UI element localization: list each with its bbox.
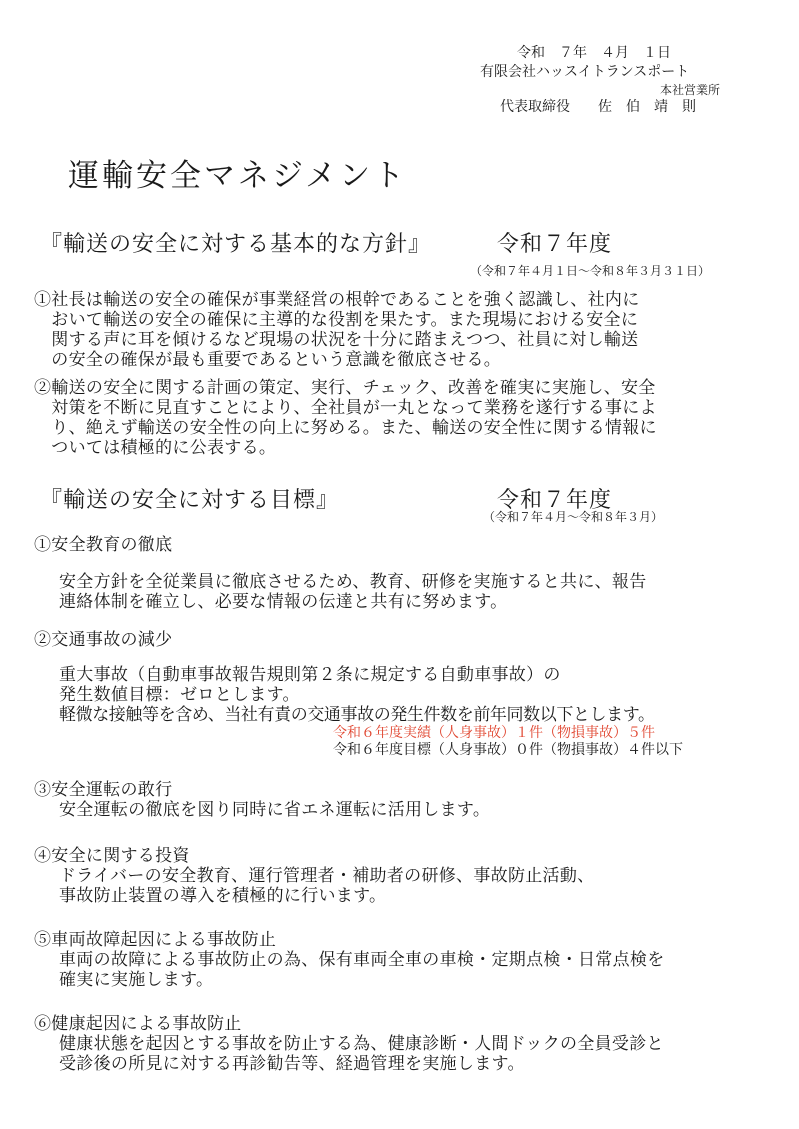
- goal-5-title: ⑤車両故障起因による事故防止: [34, 930, 277, 950]
- goal-2-target: 令和６年度目標（人身事故）０件（物損事故）４件以下: [333, 742, 683, 758]
- document-date: 令和 ７年 ４月 １日: [517, 45, 671, 61]
- goal-3-line: 安全運転の徹底を図り同時に省エネ運転に活用します。: [59, 800, 491, 820]
- goal-1-line: 安全方針を全従業員に徹底させるため、教育、研修を実施すると共に、報告: [59, 572, 647, 592]
- company-name: 有限会社ハッスイトランスポート: [480, 64, 690, 80]
- goals-heading: 『輸送の安全に対する目標』: [40, 488, 340, 513]
- goal-3-text: [59, 800, 490, 820]
- goals-year: 令和７年度: [497, 488, 613, 513]
- goal-5-text: [59, 950, 665, 990]
- goal-2-line: 発生数値目標：ゼロとします。: [59, 685, 300, 705]
- goals-period: （令和７年４月～令和８年３月）: [483, 510, 664, 524]
- goal-1-text: [59, 572, 647, 612]
- policy-item-2: [34, 378, 657, 458]
- goal-6-line: 受診後の所見に対する再診勧告等、経過管理を実施します。: [59, 1054, 525, 1074]
- policy-year: 令和７年度: [497, 232, 613, 257]
- policy-item-2-line: 対策を不断に見直すことにより、全社員が一丸となって業務を遂行する事によ: [34, 398, 657, 418]
- goal-1-title: ①安全教育の徹底: [34, 535, 173, 555]
- goal-5-line: 確実に実施します。: [59, 970, 214, 990]
- goal-2-text: [59, 665, 655, 725]
- policy-item-1-line: おいて輸送の安全の確保に主導的な役割を果たす。また現場における安全に: [34, 310, 639, 330]
- policy-item-1-line: の安全の確保が最も重要であるという意識を徹底させる。: [34, 350, 502, 370]
- policy-item-1-line: 関する声に耳を傾けるなど現場の状況を十分に踏まえつつ、社員に対し輸送: [34, 330, 639, 350]
- policy-item-2-line: り、絶えず輸送の安全性の向上に努める。また、輸送の安全性に関する情報に: [34, 418, 657, 438]
- policy-item-1-line: ①社長は輸送の安全の確保が事業経営の根幹であることを強く認識し、社内に: [34, 290, 640, 310]
- goal-2-result: 令和６年度実績（人身事故）１件（物損事故）５件: [333, 725, 655, 741]
- goal-4-line: 事故防止装置の導入を積極的に行います。: [59, 886, 387, 906]
- policy-item-2-line: ②輸送の安全に関する計画の策定、実行、チェック、改善を確実に実施し、安全: [34, 378, 656, 398]
- goal-6-line: 健康状態を起因とする事故を防止する為、健康診断・人間ドックの全員受診と: [59, 1034, 664, 1054]
- goal-6-title: ⑥健康起因による事故防止: [34, 1014, 242, 1034]
- policy-item-1: [34, 290, 640, 370]
- office-name: 本社営業所: [660, 83, 721, 97]
- goal-3-title: ③安全運転の敢行: [34, 780, 173, 800]
- goal-2-line: 重大事故（自動車事故報告規則第２条に規定する自動車事故）の: [59, 665, 561, 685]
- page-title: 運輸安全マネジメント: [68, 158, 408, 194]
- goal-6-text: [59, 1034, 664, 1074]
- goal-4-title: ④安全に関する投資: [34, 846, 190, 866]
- policy-period: （令和７年４月１日～令和８年３月３１日）: [470, 264, 711, 278]
- goal-4-text: [59, 866, 594, 906]
- goal-4-line: ドライバーの安全教育、運行管理者・補助者の研修、事故防止活動、: [59, 866, 595, 886]
- goal-2-line: 軽微な接触等を含め、当社有責の交通事故の発生件数を前年同数以下とします。: [59, 705, 655, 725]
- goal-5-line: 車両の故障による事故防止の為、保有車両全車の車検・定期点検・日常点検を: [59, 950, 665, 970]
- representative-name: 代表取締役 佐 伯 靖 則: [500, 99, 696, 115]
- policy-heading: 『輸送の安全に対する基本的な方針』: [40, 232, 432, 257]
- goal-1-line: 連絡体制を確立し、必要な情報の伝達と共有に努めます。: [59, 592, 508, 612]
- goal-2-title: ②交通事故の減少: [34, 630, 173, 650]
- policy-item-2-line: ついては積極的に公表する。: [34, 438, 277, 458]
